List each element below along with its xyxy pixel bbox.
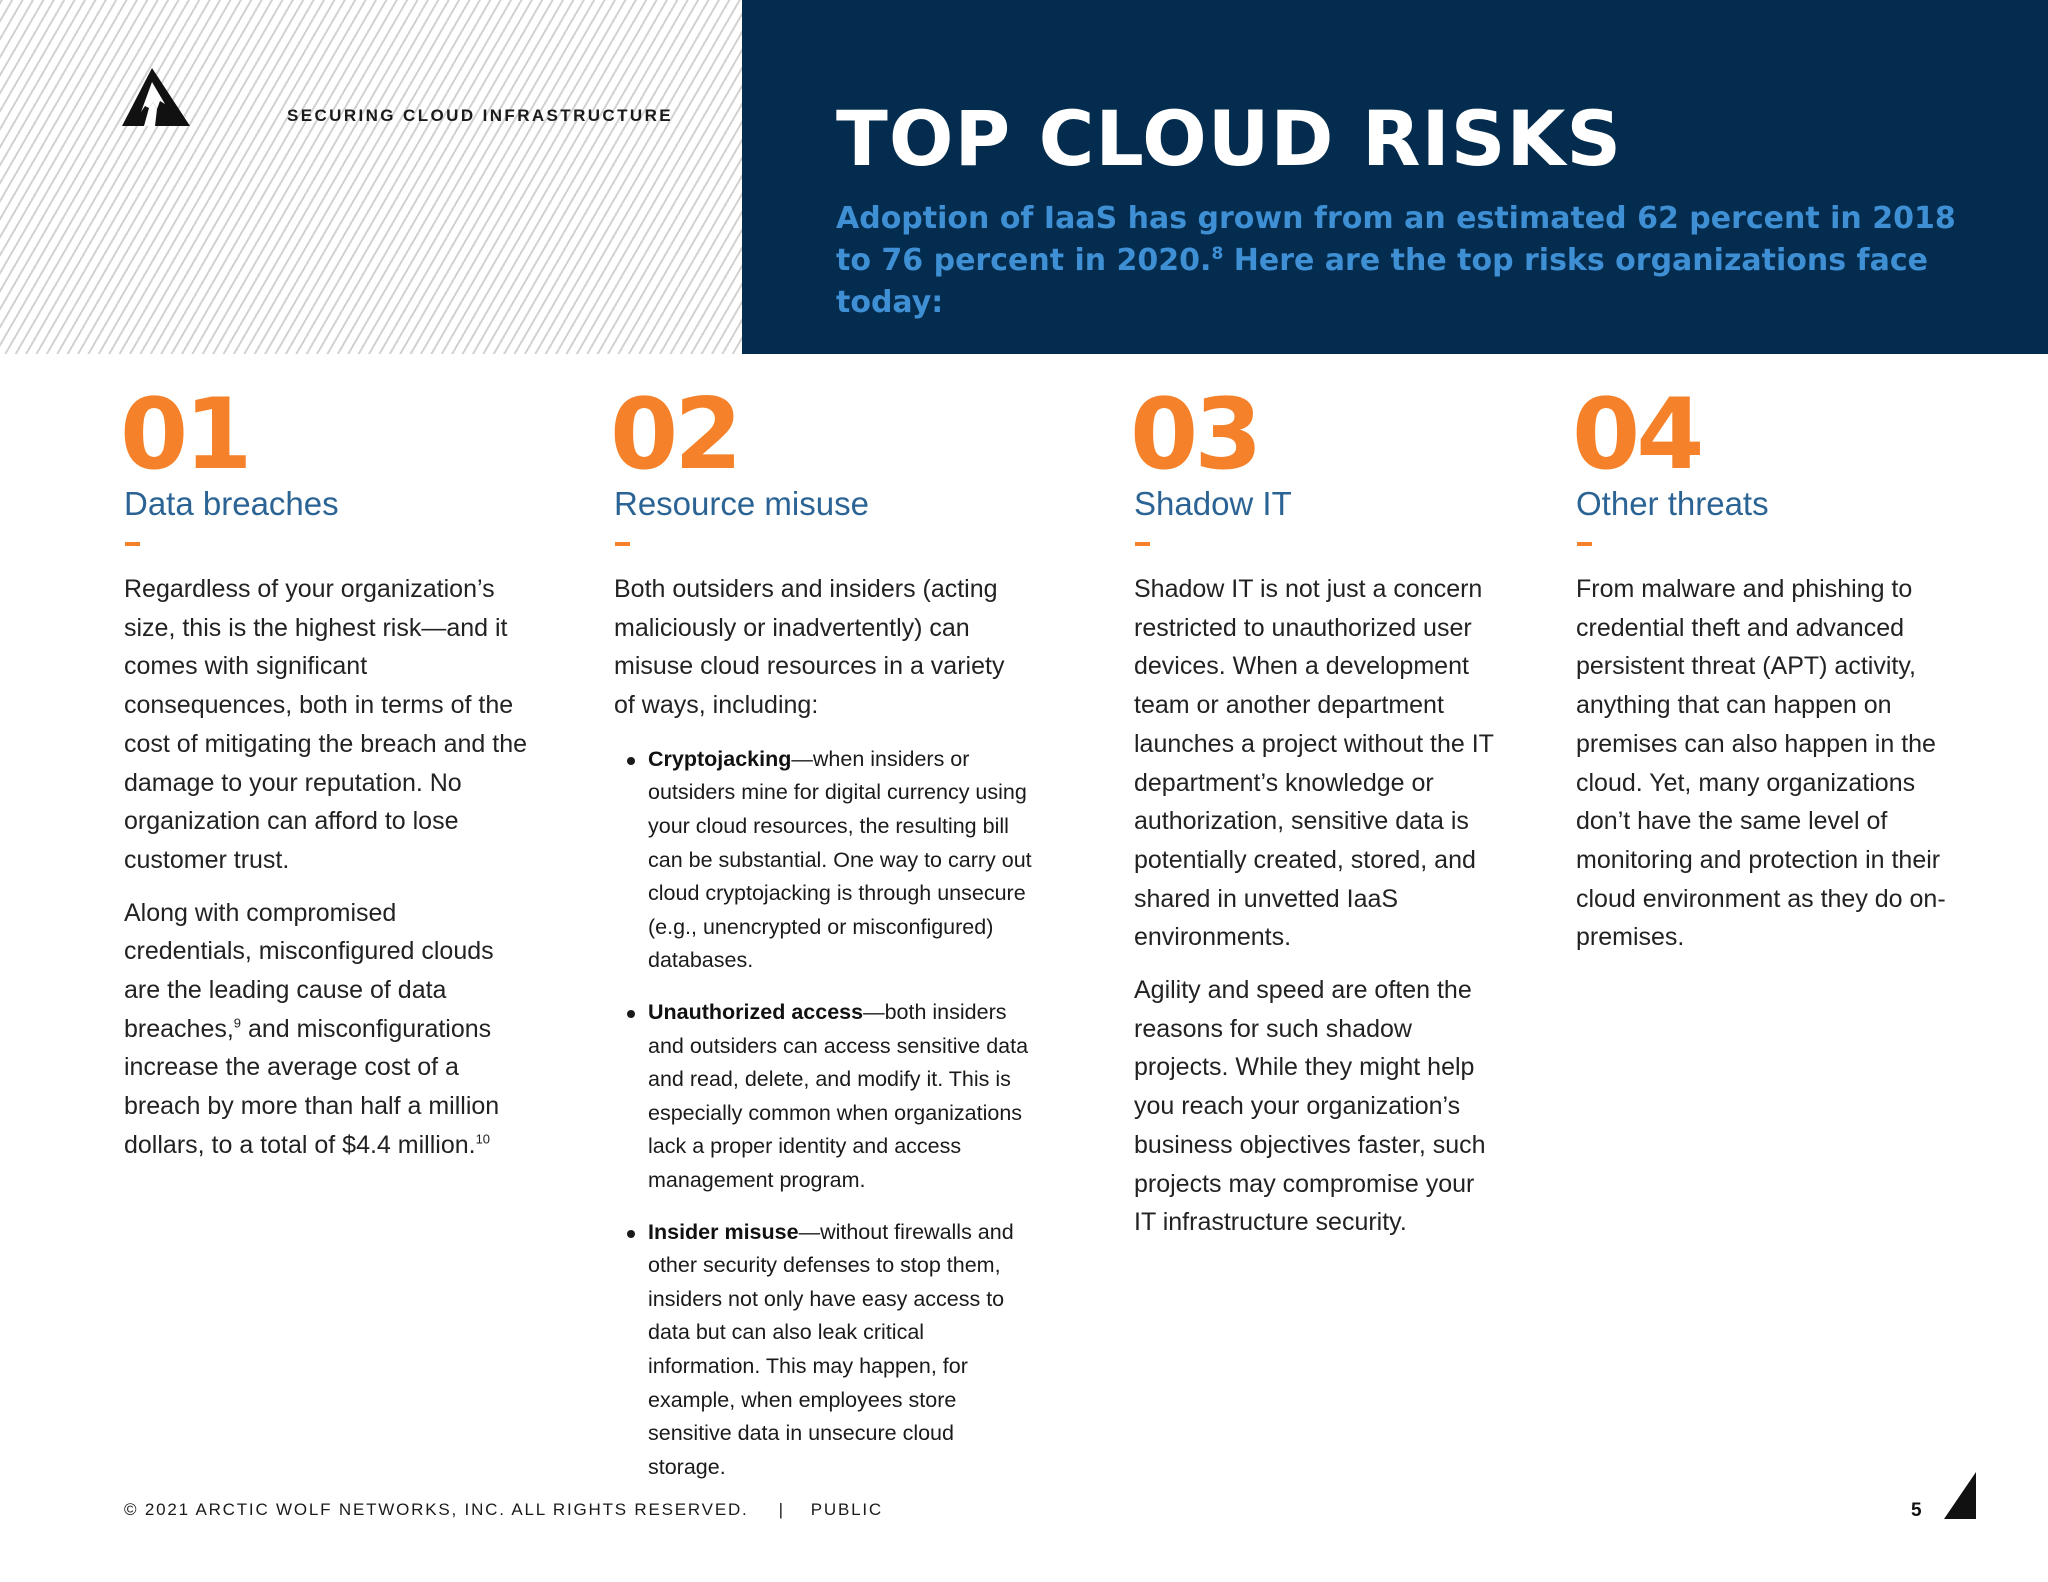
risk-paragraph: From malware and phishing to credential theft and advanced persistent threat (APT) activity, anything that can happen on premises can also happen in the cloud. Yet, many organizations don’t have the same level of monitoring and protection in their cloud environment as they do on-premises. — [1576, 575, 1946, 952]
risk-number: 04 — [1572, 378, 1701, 492]
page-subtitle — [836, 198, 1986, 324]
risk-paragraph: Both outsiders and insiders (acting maliciously or inadvertently) can misuse cloud resources in a variety of ways, including: — [614, 575, 1005, 720]
list-item — [626, 1216, 1036, 1485]
footer-separator: | — [778, 1500, 785, 1519]
misuse-bullet-list — [626, 743, 1036, 1484]
page-number: 5 — [1911, 1500, 1922, 1521]
risk-paragraph: Shadow IT is not just a concern restricted to unauthorized user devices. When a development team or another department launches a project without the IT department’s knowledge or authorization, sensitive data is potentially created, stored, and shared in unvetted IaaS environments. — [1134, 575, 1494, 952]
risk-paragraph — [124, 894, 529, 1165]
risk-column-other-threats — [1572, 378, 1948, 971]
risk-number: 02 — [610, 378, 739, 492]
hatched-header-panel — [0, 0, 742, 354]
corner-triangle-icon — [1944, 1472, 1976, 1519]
subtitle-text: Adoption of IaaS has grown from an estimated 62 percent in 2018 to 76 percent in 2020. — [836, 201, 1956, 278]
paragraph-text: Along with compromised credentials, misconfigured clouds are the leading cause of data breaches, — [124, 898, 494, 1043]
page-title: TOP CLOUD RISKS — [836, 94, 1623, 183]
footnote-ref-9: 9 — [233, 1015, 242, 1031]
orange-dash-divider — [1135, 542, 1150, 546]
risk-title: Resource misuse — [614, 485, 869, 522]
footnote-ref-10: 10 — [475, 1131, 491, 1147]
risk-number: 01 — [120, 378, 249, 492]
bullet-term: Insider misuse — [648, 1219, 799, 1244]
bullet-term: Unauthorized access — [648, 999, 864, 1024]
bullet-text: —when insiders or outsiders mine for digital currency using your cloud resources, the resulting bill can be substantial. One way to carry out cloud cryptojacking is through unsecure (e.g., unencrypted or misconfigured) databases. — [648, 746, 1032, 973]
risk-column-resource-misuse — [610, 378, 1046, 1502]
document-section-label: SECURING CLOUD INFRASTRUCTURE — [287, 106, 673, 125]
bullet-term: Cryptojacking — [648, 746, 792, 771]
orange-dash-divider — [615, 542, 630, 546]
paragraph-text-continued: and misconfigurations increase the average cost of a breach by more than half a million dollars, to a total of $4.4 million. — [124, 1014, 500, 1159]
list-item — [626, 743, 1036, 978]
hero-banner — [742, 0, 2048, 354]
risk-paragraph: Regardless of your organization’s size, this is the highest risk—and it comes with significant consequences, both in terms of the cost of mitigating the breach and the damage to your reputation. No organization can afford to lose customer trust. — [124, 575, 528, 874]
copyright-text: © 2021 ARCTIC WOLF NETWORKS, INC. ALL RIGHTS RESERVED. — [124, 1500, 749, 1519]
bullet-text: —both insiders and outsiders can access sensitive data and read, delete, and modify it. This is especially common when organizations lack a proper identity and access management program. — [648, 999, 1029, 1192]
risk-title: Data breaches — [124, 485, 339, 522]
risk-paragraph: Agility and speed are often the reasons for such shadow projects. While they might help you reach your organization’s business objectives faster, such projects may compromise your IT infrastructure security. — [1134, 976, 1486, 1237]
risk-column-shadow-it — [1130, 378, 1494, 1256]
page-footer — [124, 1500, 883, 1520]
orange-dash-divider — [125, 542, 140, 546]
list-item — [626, 996, 1036, 1198]
risk-number: 03 — [1130, 378, 1259, 492]
arctic-wolf-logo-icon — [122, 68, 190, 126]
risk-title: Other threats — [1576, 485, 1769, 522]
risk-title: Shadow IT — [1134, 485, 1292, 522]
footnote-ref-8: 8 — [1211, 244, 1224, 264]
bullet-text: —without firewalls and other security defenses to stop them, insiders not only have easy access to data but can also leak critical information. This may happen, for example, when employees store sensitive data in unsecure cloud storage. — [648, 1219, 1014, 1479]
orange-dash-divider — [1577, 542, 1592, 546]
classification-label: PUBLIC — [810, 1500, 884, 1519]
subtitle-text-continued: Here are the top risks organizations face today: — [836, 243, 1928, 320]
risk-column-data-breaches — [120, 378, 529, 1179]
